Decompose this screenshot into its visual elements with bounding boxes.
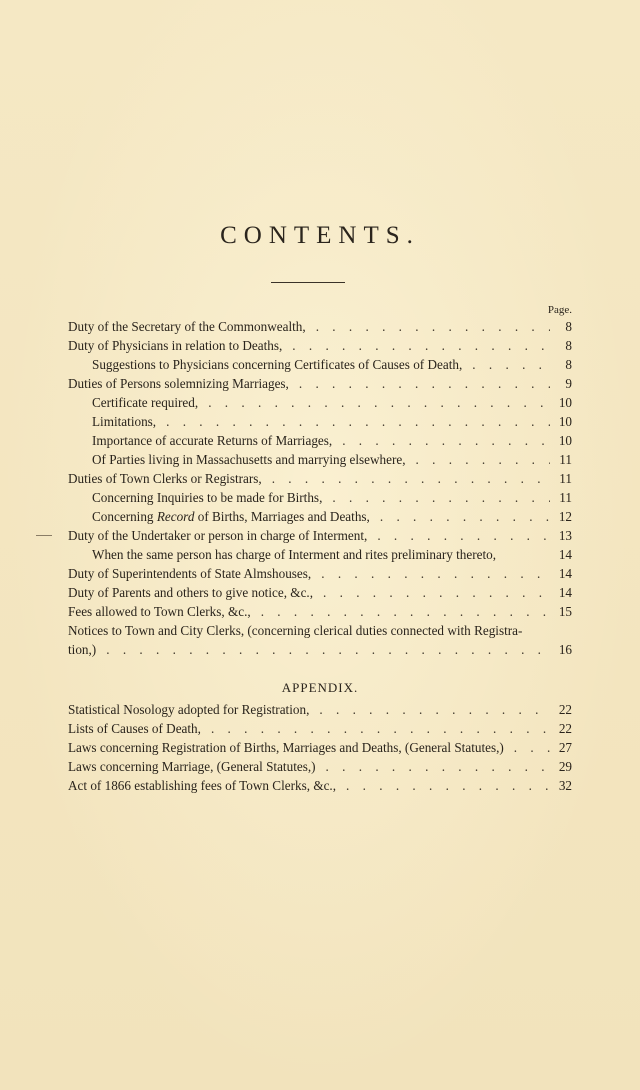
toc-entry-page: 10 xyxy=(558,414,572,429)
toc-subentry xyxy=(68,450,572,469)
toc-entry-page: 9 xyxy=(565,376,572,391)
toc-entry-text: Fees allowed to Town Clerks, &c., xyxy=(68,604,251,619)
toc-entry-text: When the same person has charge of Interment and rites preliminary thereto, xyxy=(92,547,497,562)
toc-entry-text: Duty of Parents and others to give notice, &c., xyxy=(68,585,314,600)
toc-subentry xyxy=(68,545,572,564)
toc-subentry xyxy=(68,431,572,450)
toc-subentry xyxy=(68,393,572,412)
toc-entry xyxy=(68,317,572,336)
toc-leader-dots xyxy=(282,336,550,355)
appendix-heading: APPENDIX. xyxy=(281,680,359,695)
toc-leader-dots xyxy=(201,719,550,738)
toc-leader-dots xyxy=(332,431,550,450)
appendix-entry xyxy=(68,776,572,795)
toc-entry xyxy=(68,602,572,621)
toc-entry-page: 13 xyxy=(558,528,572,543)
toc-entry xyxy=(68,640,572,659)
toc-entry-text: Concerning Inquiries to be made for Births, xyxy=(92,490,323,505)
toc-text-after-italic: of Births, Marriages and Deaths, xyxy=(194,509,370,524)
toc-entry-page: 27 xyxy=(558,740,572,755)
toc-leader-dots xyxy=(406,450,551,469)
toc-italic-word: Record xyxy=(156,509,195,524)
toc-entry-page: 8 xyxy=(565,338,572,353)
toc-leader-dots xyxy=(313,583,550,602)
toc-entry-page: 11 xyxy=(559,471,572,486)
appendix-entry xyxy=(68,738,572,757)
toc-leader-dots xyxy=(262,469,550,488)
toc-leader-dots xyxy=(367,526,550,545)
toc-leader-dots xyxy=(306,317,550,336)
toc-entry-text: Laws concerning Registration of Births, Marriages and Deaths, (General Statutes,) xyxy=(68,740,504,755)
toc-leader-dots xyxy=(316,757,550,776)
title-rule xyxy=(271,282,345,283)
toc-entry-text: Lists of Causes of Death, xyxy=(68,721,201,736)
toc-leader-dots xyxy=(96,640,550,659)
toc-entry-page: 10 xyxy=(558,395,572,410)
toc-entry xyxy=(68,526,572,545)
appendix-entry xyxy=(68,719,572,738)
page-title: CONTENTS. xyxy=(220,222,420,249)
contents-list xyxy=(68,317,572,659)
toc-entry-text: Suggestions to Physicians concerning Certificates of Causes of Death, xyxy=(92,357,463,372)
toc-subentry xyxy=(68,355,572,374)
toc-entry xyxy=(68,374,572,393)
toc-entry-text: Duties of Persons solemnizing Marriages, xyxy=(68,376,289,391)
toc-entry-page: 11 xyxy=(559,452,572,467)
margin-mark xyxy=(36,535,52,536)
toc-entry-text: Duty of Physicians in relation to Deaths, xyxy=(68,338,283,353)
toc-entry-page: 8 xyxy=(565,357,572,372)
appendix-list xyxy=(68,700,572,795)
toc-entry-page: 14 xyxy=(558,566,572,581)
toc-leader-dots xyxy=(311,564,550,583)
toc-entry xyxy=(68,469,572,488)
toc-entry-text: Duty of Superintendents of State Almshouses, xyxy=(68,566,312,581)
toc-entry-text: Act of 1866 establishing fees of Town Clerks, &c., xyxy=(68,778,337,793)
toc-entry-text xyxy=(92,507,370,526)
toc-leader-dots xyxy=(251,602,550,621)
toc-leader-dots xyxy=(198,393,550,412)
toc-entry-page: 10 xyxy=(558,433,572,448)
toc-entry-page: 8 xyxy=(565,319,572,334)
toc-subentry xyxy=(68,488,572,507)
toc-entry-page: 29 xyxy=(558,759,572,774)
toc-text-before-italic: Concerning xyxy=(92,509,157,524)
toc-entry-page: 14 xyxy=(558,585,572,600)
toc-entry-text: Of Parties living in Massachusetts and marrying elsewhere, xyxy=(92,452,406,467)
toc-entry xyxy=(68,564,572,583)
toc-entry-text: Duty of the Secretary of the Commonwealth, xyxy=(68,319,306,334)
toc-entry-page: 11 xyxy=(559,490,572,505)
toc-entry-text: Statistical Nosology adopted for Registration, xyxy=(68,702,310,717)
toc-entry-text: Certificate required, xyxy=(92,395,199,410)
toc-entry-page: 12 xyxy=(558,509,572,524)
toc-entry-page: 22 xyxy=(558,702,572,717)
toc-leader-dots xyxy=(336,776,550,795)
toc-leader-dots xyxy=(309,700,550,719)
toc-subentry xyxy=(68,507,572,526)
toc-entry-text: Laws concerning Marriage, (General Statutes,) xyxy=(68,759,316,774)
toc-entry-text: Limitations, xyxy=(92,414,157,429)
toc-entry-page: 16 xyxy=(558,642,572,657)
toc-entry-page: 32 xyxy=(558,778,572,793)
toc-entry-text: Duties of Town Clerks or Registrars, xyxy=(68,471,262,486)
toc-subentry xyxy=(68,412,572,431)
toc-entry-page: 22 xyxy=(558,721,572,736)
toc-leader-dots xyxy=(370,507,550,526)
toc-leader-dots xyxy=(462,355,550,374)
toc-entry-text: Duty of the Undertaker or person in charge of Interment, xyxy=(68,528,368,543)
toc-entry-first-line: Notices to Town and City Clerks, (concerning clerical duties connected with Registra- xyxy=(68,623,523,638)
toc-leader-dots xyxy=(322,488,550,507)
page-column-label: Page. xyxy=(547,304,572,316)
toc-entry-page: 14 xyxy=(558,547,572,562)
toc-entry xyxy=(68,336,572,355)
toc-entry xyxy=(68,583,572,602)
toc-leader-dots xyxy=(289,374,550,393)
toc-leader-dots xyxy=(156,412,550,431)
toc-entry-page: 15 xyxy=(558,604,572,619)
toc-entry-text: tion,) xyxy=(68,642,97,657)
toc-entry-text: Importance of accurate Returns of Marriages, xyxy=(92,433,333,448)
toc-leader-dots xyxy=(504,738,550,757)
appendix-entry xyxy=(68,700,572,719)
appendix-entry xyxy=(68,757,572,776)
